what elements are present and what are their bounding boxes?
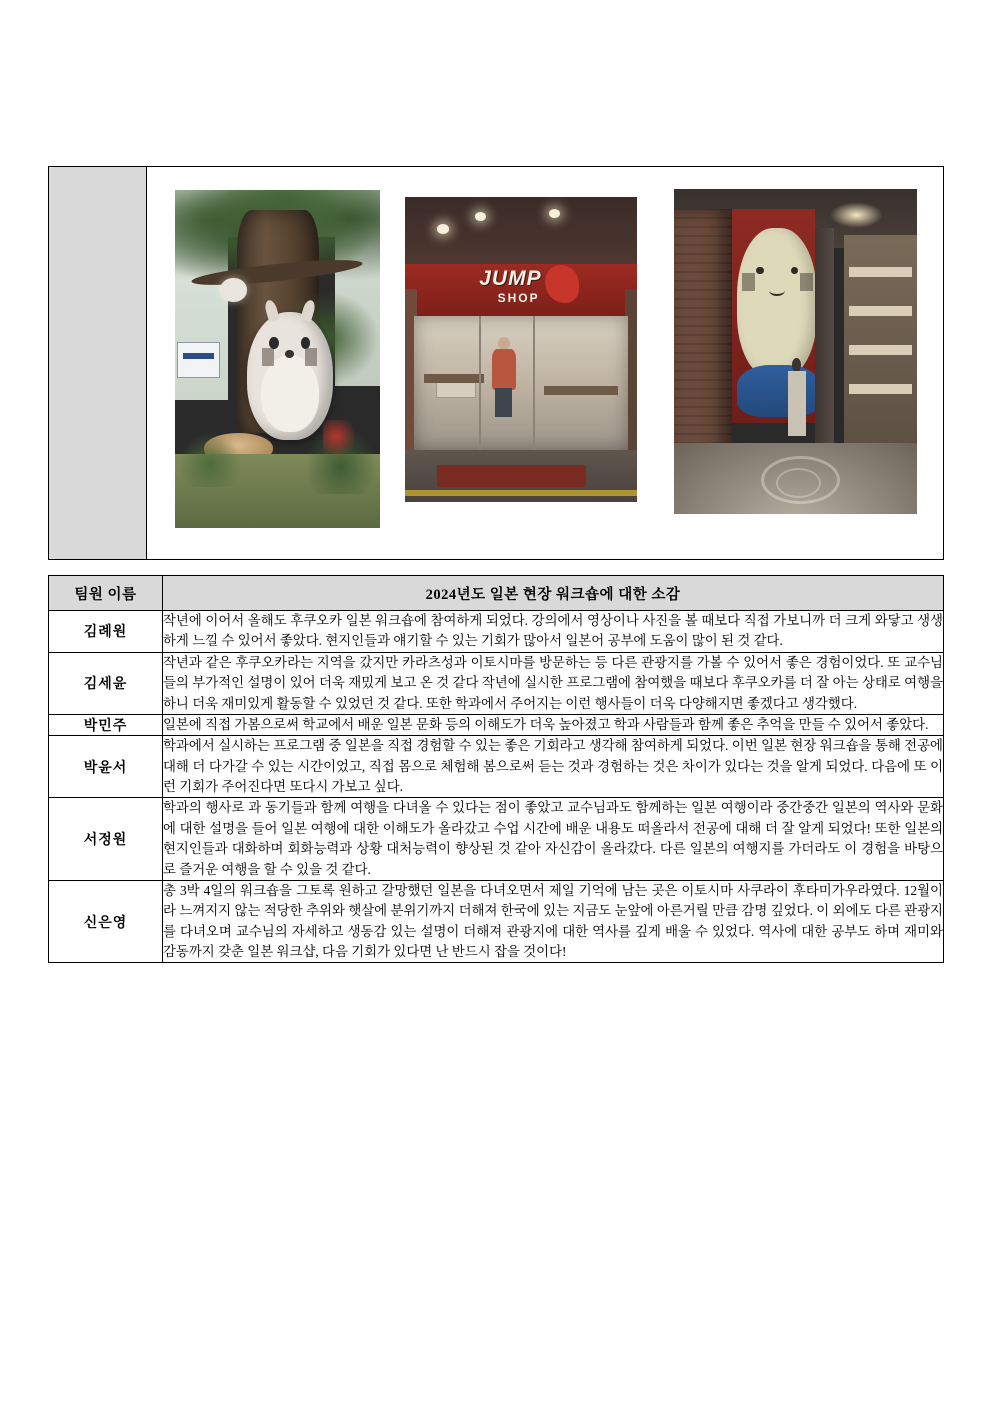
photo2-window-mullion-2 bbox=[533, 316, 535, 450]
table-row bbox=[49, 880, 944, 963]
table-row bbox=[49, 714, 944, 735]
photo2-logo-main-text: JUMP bbox=[479, 267, 542, 291]
member-name: 김세윤 bbox=[49, 652, 163, 714]
photo3-shopper-head bbox=[792, 358, 802, 372]
photo2-figure-body bbox=[492, 349, 516, 390]
table-head bbox=[49, 576, 944, 611]
member-name: 박윤서 bbox=[49, 736, 163, 798]
member-comment: 일본에 직접 가봄으로써 학교에서 배운 일본 문화 등의 이해도가 더욱 높아졌고 학과 사람들과 함께 좋은 추억을 만들 수 있어서 좋았다. bbox=[163, 714, 944, 735]
photo3-shelf-2 bbox=[849, 306, 912, 316]
photo-table-image-cell bbox=[147, 167, 943, 559]
table-row bbox=[49, 736, 944, 798]
table-row bbox=[49, 798, 944, 881]
photo-table bbox=[48, 166, 944, 560]
photo3-cat-mural bbox=[737, 228, 817, 378]
member-comment: 작년과 같은 후쿠오카라는 지역을 갔지만 카라츠성과 이토시마를 방문하는 등 다른 관광지를 가볼 수 있어서 좋은 경험이었다. 또 교수님들의 부가적인 설명이 있어 더욱 재밌게 보고 온 것 같다 작년에 실시한 프로그램에 참여했을 때보다 후쿠오카를 더 잘 아는 상태로 여행을 하니 더욱 재미있게 활동할 수 있었던 것 같다. 또한 학과에서 주어지는 이런 행사들이 더욱 다양해지면 좋겠다고 생각했다. bbox=[163, 652, 944, 714]
photo2-entrance-mat bbox=[437, 465, 585, 486]
member-name: 박민주 bbox=[49, 714, 163, 735]
photo-totoro-display bbox=[175, 190, 380, 528]
header-comment: 2024년도 일본 현장 워크숍에 대한 소감 bbox=[163, 576, 944, 611]
member-name: 김례원 bbox=[49, 611, 163, 653]
photo2-shelf-right bbox=[544, 386, 618, 395]
photo3-cat-mouth bbox=[769, 285, 785, 296]
photo3-spotlight bbox=[830, 202, 883, 228]
photo2-ceiling-light-1 bbox=[437, 224, 449, 233]
photo1-red-flowers bbox=[323, 420, 356, 461]
photo1-signboard bbox=[177, 342, 220, 378]
photo1-totoro-figure bbox=[247, 312, 333, 440]
table-row bbox=[49, 652, 944, 714]
member-comment: 작년에 이어서 올해도 후쿠오카 일본 워크숍에 참여하게 되었다. 강의에서 영상이나 사진을 볼 때보다 직접 가보니까 더 크게 와닿고 생생하게 느낄 수 있어서 좋았다. 현지인들과 얘기할 수 있는 기회가 많아서 일본어 공부에 도움이 많이 된 것 같다. bbox=[163, 611, 944, 653]
photo-table-label-cell bbox=[49, 167, 147, 559]
photo1-bush-left bbox=[179, 433, 241, 487]
photo3-shelf-3 bbox=[849, 345, 912, 355]
photo2-window-mullion-1 bbox=[479, 316, 481, 450]
photo2-figure-legs bbox=[495, 388, 512, 417]
member-comment: 학과에서 실시하는 프로그램 중 일본을 직접 경험할 수 있는 좋은 기회라고 생각해 참여하게 되었다. 이번 일본 현장 워크숍을 통해 전공에 대해 더 다가갈 수 있는 시간이었고, 직접 몸으로 체험해 봄으로써 듣는 것과 경험하는 것은 차이가 있다는 것을 알게 되었다. 다음에 또 이런 기회가 주어진다면 또다시 가보고 싶다. bbox=[163, 736, 944, 798]
photo3-brick-wall bbox=[674, 209, 732, 469]
photo-jump-shop bbox=[405, 197, 637, 502]
photo2-logo-blob bbox=[545, 265, 580, 303]
photo1-lantern bbox=[220, 278, 247, 302]
member-comment: 학과의 행사로 과 동기들과 함께 여행을 다녀올 수 있다는 점이 좋았고 교수님과도 함께하는 일본 여행이라 중간중간 일본의 역사와 문화에 대한 설명을 들어 일본 여행에 대한 이해도가 올라갔고 수업 시간에 배운 내용도 떠올라서 전공에 대해 더 잘 알게 되었다! 또한 일본의 현지인들과 대화하며 회화능력과 상황 대처능력이 향상된 것 같아 자신감이 올라갔다. 다른 일본의 여행지를 가더라도 이 경험을 바탕으로 즐거운 여행을 할 수 있을 것 같다. bbox=[163, 798, 944, 881]
photo3-pillar bbox=[815, 228, 834, 456]
member-comment: 총 3박 4일의 워크숍을 그토록 원하고 갈망했던 일본을 다녀오면서 제일 기억에 남는 곳은 이토시마 사쿠라이 후타미가우라였다. 12월이라 느껴지지 않는 적당한 추위와 햇살에 분위기까지 더해져 한국에 있는 지금도 눈앞에 아른거릴 만큼 감명 깊었다. 이 외에도 다른 관광지를 다녀오며 교수님의 자세하고 생동감 있는 설명이 더해져 관광지에 대한 역사를 깊게 배울 수 있었다. 역사에 대한 공부도 하며 재미와 감동까지 갖춘 일본 워크샵, 다음 기회가 있다면 난 반드시 잡을 것이다! bbox=[163, 880, 944, 963]
photo3-shelf-1 bbox=[849, 267, 912, 277]
photo3-shopper-figure bbox=[786, 358, 808, 436]
photo2-store-logo bbox=[479, 264, 581, 316]
photo3-shelf-4 bbox=[849, 384, 912, 394]
photo2-seated-figure bbox=[489, 337, 519, 416]
table-header-row bbox=[49, 576, 944, 611]
table-row bbox=[49, 611, 944, 653]
photo1-totoro-eye-left bbox=[269, 337, 278, 349]
photo1-totoro-belly bbox=[261, 355, 320, 432]
photo2-glass-front bbox=[414, 316, 627, 450]
photo2-figure-head bbox=[498, 337, 510, 350]
photo1-totoro-nose bbox=[285, 350, 294, 358]
photo-corridor-mural bbox=[674, 189, 917, 514]
photo2-shelf-left bbox=[424, 374, 484, 383]
member-name: 서정원 bbox=[49, 798, 163, 881]
workshop-comments-table bbox=[48, 575, 944, 963]
photo3-shopper-body bbox=[788, 371, 806, 436]
photo2-yellow-floor-line bbox=[405, 490, 637, 496]
table-body bbox=[49, 611, 944, 963]
member-name: 신은영 bbox=[49, 880, 163, 963]
photo3-floor-pattern-inner bbox=[776, 468, 821, 498]
header-member-name: 팀원 이름 bbox=[49, 576, 163, 611]
photo3-cat-eye-left bbox=[756, 267, 763, 274]
photo2-logo-sub-text: SHOP bbox=[497, 291, 540, 306]
